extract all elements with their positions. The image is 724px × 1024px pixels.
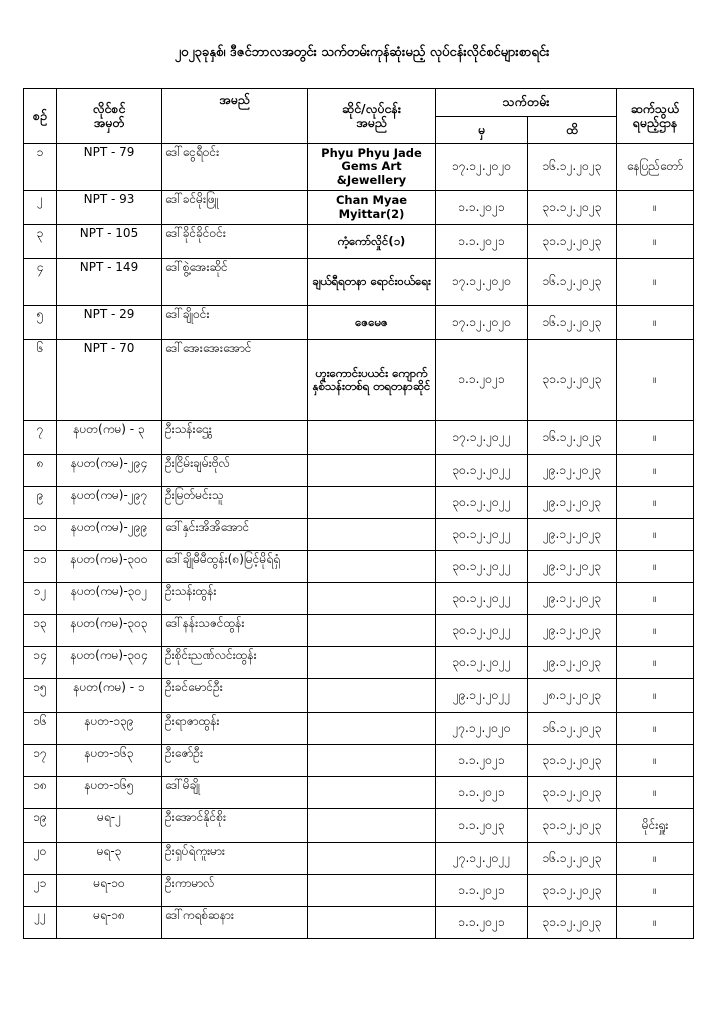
valid-to: ၂၈.၁၂.၂၀၂၃ [528, 679, 617, 713]
row-number: ၈ [24, 455, 57, 487]
valid-to: ၃၁.၁၂.၂၀၂၃ [528, 745, 617, 777]
shop-name: ဇေမေဇ [308, 306, 436, 340]
holder-name: ဒေါ်မိချို [162, 777, 308, 809]
holder-name: ဒေါ်စွဲ့အေးဆိုင် [162, 259, 308, 306]
table-row [24, 421, 694, 455]
shop-name [308, 647, 436, 679]
header-name: အမည် [162, 89, 308, 144]
license-number: NPT - 93 [57, 191, 162, 225]
contact-office: ။ [617, 455, 694, 487]
holder-name: ဦးငြိမ်းချမ်းဗိုလ် [162, 455, 308, 487]
license-number: NPT - 29 [57, 306, 162, 340]
header-license-line1: လိုင်စင် [92, 100, 126, 116]
holder-name: ဒေါ်ငွေရီဝင်း [162, 144, 308, 191]
valid-to: ၁၆.၁၂.၂၀၂၃ [528, 306, 617, 340]
holder-name: ဦးမြတ်မင်းသူ [162, 487, 308, 519]
holder-name: ဦးကာမာလ် [162, 875, 308, 907]
row-number: ၆ [24, 340, 57, 421]
contact-office: ။ [617, 777, 694, 809]
shop-name [308, 615, 436, 647]
license-number: နပတ(ကမ)-၃၀၂ [57, 583, 162, 615]
table-row [24, 713, 694, 745]
row-number: ၂၂ [24, 907, 57, 939]
holder-name: ဦးသန်းထွန်း [162, 583, 308, 615]
valid-to: ၃၁.၁၂.၂၀၂၃ [528, 907, 617, 939]
holder-name: ဒေါ်နန်းသဇင်ထွန်း [162, 615, 308, 647]
valid-to: ၃၁.၁၂.၂၀၂၃ [528, 777, 617, 809]
shop-name: Phyu Phyu Jade Gems Art &Jewellery [308, 144, 436, 191]
table-header-row [24, 89, 694, 117]
table-row [24, 583, 694, 615]
row-number: ၁၉ [24, 809, 57, 843]
table-row [24, 809, 694, 843]
valid-to: ၃၁.၁၂.၂၀၂၃ [528, 225, 617, 259]
holder-name: ဒေါ်ချိုဝင်း [162, 306, 308, 340]
license-number: နပတ(ကမ)-၂၉၄ [57, 455, 162, 487]
valid-from: ၁.၁.၂၀၂၁ [436, 340, 528, 421]
row-number: ၁၈ [24, 777, 57, 809]
contact-office: ။ [617, 259, 694, 306]
shop-name [308, 777, 436, 809]
row-number: ၁၄ [24, 647, 57, 679]
license-number: မရ-၁၈ [57, 907, 162, 939]
table-row [24, 225, 694, 259]
row-number: ၂၀ [24, 843, 57, 875]
valid-from: ၁.၁.၂၀၂၁ [436, 745, 528, 777]
valid-from: ၁.၁.၂၀၂၁ [436, 907, 528, 939]
table-row [24, 487, 694, 519]
valid-from: ၃၀.၁၂.၂၀၂၂ [436, 519, 528, 551]
shop-name [308, 679, 436, 713]
valid-from: ၂၉.၁၂.၂၀၂၂ [436, 679, 528, 713]
table-row [24, 615, 694, 647]
license-number: မရ-၁၀ [57, 875, 162, 907]
row-number: ၄ [24, 259, 57, 306]
row-number: ၂ [24, 191, 57, 225]
valid-to: ၃၁.၁၂.၂၀၂၃ [528, 191, 617, 225]
row-number: ၁၂ [24, 583, 57, 615]
license-number: မရ-၂ [57, 809, 162, 843]
valid-to: ၃၁.၁၂.၂၀၂၃ [528, 809, 617, 843]
valid-to: ၂၉.၁၂.၂၀၂၃ [528, 551, 617, 583]
valid-from: ၁.၁.၂၀၂၁ [436, 191, 528, 225]
contact-office: ။ [617, 487, 694, 519]
table-row [24, 306, 694, 340]
header-shop-line1: ဆိုင်/လုပ်ငန်း [341, 100, 401, 116]
holder-name: ဦးအောင်နိုင်စိုး [162, 809, 308, 843]
valid-to: ၁၆.၁၂.၂၀၂၃ [528, 259, 617, 306]
contact-office: ။ [617, 843, 694, 875]
contact-office: ။ [617, 875, 694, 907]
table-row [24, 519, 694, 551]
holder-name: ဦးခင်မောင်ဦး [162, 679, 308, 713]
valid-to: ၂၉.၁၂.၂၀၂၃ [528, 519, 617, 551]
row-number: ၂၁ [24, 875, 57, 907]
shop-name: ချယ်ရီရတနာ ရောင်းဝယ်ရေး [308, 259, 436, 306]
table-row [24, 455, 694, 487]
shop-name [308, 583, 436, 615]
holder-name: ဦးဇော်ဦး [162, 745, 308, 777]
valid-from: ၂၇.၁၂.၂၀၂၂ [436, 843, 528, 875]
valid-from: ၃၀.၁၂.၂၀၂၂ [436, 487, 528, 519]
contact-office: ။ [617, 583, 694, 615]
page-title: ၂၀၂၃ခုနှစ်၊ ဒီဇင်ဘာလအတွင်း သက်တမ်းကုန်ဆုံးမည့် လုပ်ငန်းလိုင်စင်များစာရင်း [174, 45, 550, 60]
contact-office: ။ [617, 519, 694, 551]
table-row [24, 907, 694, 939]
valid-to: ၂၉.၁၂.၂၀၂၃ [528, 615, 617, 647]
valid-from: ၁၇.၁၂.၂၀၂၀ [436, 306, 528, 340]
valid-from: ၁၇.၁၂.၂၀၂၀ [436, 259, 528, 306]
contact-office: ။ [617, 907, 694, 939]
license-number: နပတ-၁၆၃ [57, 745, 162, 777]
license-number: နပတ(ကမ)-၃၀၀ [57, 551, 162, 583]
valid-from: ၃၀.၁၂.၂၀၂၂ [436, 455, 528, 487]
header-office-line2: ရမည့်ဌာန [632, 115, 678, 130]
contact-office: ။ [617, 421, 694, 455]
contact-office: ။ [617, 647, 694, 679]
row-number: ၁၅ [24, 679, 57, 713]
holder-name: ဒေါ်ကရစ်ဆနား [162, 907, 308, 939]
holder-name: ဒေါ်ခင်မိုးဖြူ [162, 191, 308, 225]
shop-name: Chan Myae Myittar(2) [308, 191, 436, 225]
table-row [24, 777, 694, 809]
valid-from: ၁၇.၁၂.၂၀၂၂ [436, 421, 528, 455]
shop-name [308, 519, 436, 551]
holder-name: ဦးသန်းဌွေး [162, 421, 308, 455]
valid-from: ၃၀.၁၂.၂၀၂၂ [436, 647, 528, 679]
holder-name: ဦးရှပ်ရဲကူးမား [162, 843, 308, 875]
row-number: ၁ [24, 144, 57, 191]
header-no: စဉ် [24, 89, 57, 144]
holder-name: ဦးစိုင်းညဏ်လင်းထွန်း [162, 647, 308, 679]
shop-name [308, 745, 436, 777]
valid-to: ၃၁.၁၂.၂၀၂၃ [528, 875, 617, 907]
valid-to: ၂၉.၁၂.၂၀၂၃ [528, 583, 617, 615]
license-number: မရ-၃ [57, 843, 162, 875]
contact-office: ။ [617, 745, 694, 777]
license-number: NPT - 149 [57, 259, 162, 306]
table-row [24, 144, 694, 191]
valid-to: ၁၆.၁၂.၂၀၂၃ [528, 713, 617, 745]
valid-from: ၃၀.၁၂.၂၀၂၂ [436, 551, 528, 583]
row-number: ၁၃ [24, 615, 57, 647]
header-from: မှ [436, 117, 528, 144]
header-license [57, 89, 162, 144]
holder-name: ဒေါ်ချိုမီမီထွန်း(၈)မြင့်မိုရ်ရှံ [162, 551, 308, 583]
license-number: နပတ-၁၃၉ [57, 713, 162, 745]
valid-from: ၁.၁.၂၀၂၁ [436, 777, 528, 809]
table-row [24, 191, 694, 225]
license-number: နပတ(ကမ) - ၃ [57, 421, 162, 455]
shop-name [308, 487, 436, 519]
row-number: ၅ [24, 306, 57, 340]
license-number: နပတ(ကမ)-၂၉၇ [57, 487, 162, 519]
shop-name [308, 809, 436, 843]
table-body [24, 144, 694, 939]
contact-office: ။ [617, 306, 694, 340]
header-license-line2: အမှတ် [93, 115, 125, 130]
valid-from: ၁.၁.၂၀၂၁ [436, 225, 528, 259]
header-office [617, 89, 694, 144]
header-office-line1: ဆက်သွယ် [630, 100, 680, 116]
contact-office: ။ [617, 340, 694, 421]
valid-to: ၁၆.၁၂.၂၀၂၃ [528, 144, 617, 191]
valid-from: ၃၀.၁၂.၂၀၂၂ [436, 615, 528, 647]
valid-from: ၂၇.၁၂.၂၀၂၀ [436, 713, 528, 745]
shop-name [308, 907, 436, 939]
row-number: ၁၀ [24, 519, 57, 551]
header-shop [308, 89, 436, 144]
header-to: ထိ [528, 117, 617, 144]
shop-name [308, 713, 436, 745]
contact-office: ။ [617, 679, 694, 713]
table-row [24, 679, 694, 713]
contact-office: ။ [617, 713, 694, 745]
row-number: ၉ [24, 487, 57, 519]
table-row [24, 551, 694, 583]
holder-name: ဒေါ်အေးအေးအောင် [162, 340, 308, 421]
license-number: NPT - 79 [57, 144, 162, 191]
table-row [24, 745, 694, 777]
row-number: ၁၇ [24, 745, 57, 777]
shop-name [308, 455, 436, 487]
valid-to: ၂၉.၁၂.၂၀၂၃ [528, 487, 617, 519]
license-table [23, 88, 694, 939]
holder-name: ဦးရာဇာထွန်း [162, 713, 308, 745]
shop-name [308, 551, 436, 583]
table-row [24, 843, 694, 875]
contact-office: ။ [617, 225, 694, 259]
license-number: NPT - 70 [57, 340, 162, 421]
valid-from: ၁.၁.၂၀၂၃ [436, 809, 528, 843]
valid-from: ၁.၁.၂၀၂၁ [436, 875, 528, 907]
license-number: NPT - 105 [57, 225, 162, 259]
shop-name: ကံ့ကော်လှိုင်(၁) [308, 225, 436, 259]
holder-name: ဒေါ်ခိုင်ခိုင်ဝင်း [162, 225, 308, 259]
valid-to: ၁၆.၁၂.၂၀၂၃ [528, 843, 617, 875]
valid-to: ၁၆.၁၂.၂၀၂၃ [528, 421, 617, 455]
license-number: နပတ-၁၆၅ [57, 777, 162, 809]
license-number: နပတ(ကမ)-၃၀၄ [57, 647, 162, 679]
row-number: ၃ [24, 225, 57, 259]
license-number: နပတ(ကမ) - ၁ [57, 679, 162, 713]
header-shop-line2: အမည် [356, 115, 387, 130]
row-number: ၇ [24, 421, 57, 455]
valid-from: ၁၇.၁၂.၂၀၂၀ [436, 144, 528, 191]
row-number: ၁၁ [24, 551, 57, 583]
valid-to: ၂၉.၁၂.၂၀၂၃ [528, 647, 617, 679]
license-number: နပတ(ကမ)-၃၀၃ [57, 615, 162, 647]
shop-name [308, 875, 436, 907]
valid-to: ၂၉.၁၂.၂၀၂၃ [528, 455, 617, 487]
table-row [24, 647, 694, 679]
contact-office: ။ [617, 615, 694, 647]
valid-from: ၃၀.၁၂.၂၀၂၂ [436, 583, 528, 615]
table-row [24, 875, 694, 907]
shop-name: ဟူးကောင်းပယင်း ကျောက်နှစ်သန်းတစ်ရ တရတနာဆိုင် [308, 340, 436, 421]
shop-name [308, 843, 436, 875]
license-number: နပတ(ကမ)-၂၉၉ [57, 519, 162, 551]
contact-office: ။ [617, 551, 694, 583]
valid-to: ၃၁.၁၂.၂၀၂၃ [528, 340, 617, 421]
row-number: ၁၆ [24, 713, 57, 745]
contact-office: နေပြည်တော် [617, 144, 694, 191]
table-row [24, 340, 694, 421]
table-row [24, 259, 694, 306]
contact-office: ။ [617, 191, 694, 225]
holder-name: ဒေါ်နှင်းအိအိအောင် [162, 519, 308, 551]
contact-office: မိုင်းရှူး [617, 809, 694, 843]
header-validity: သက်တမ်း [436, 89, 617, 117]
shop-name [308, 421, 436, 455]
